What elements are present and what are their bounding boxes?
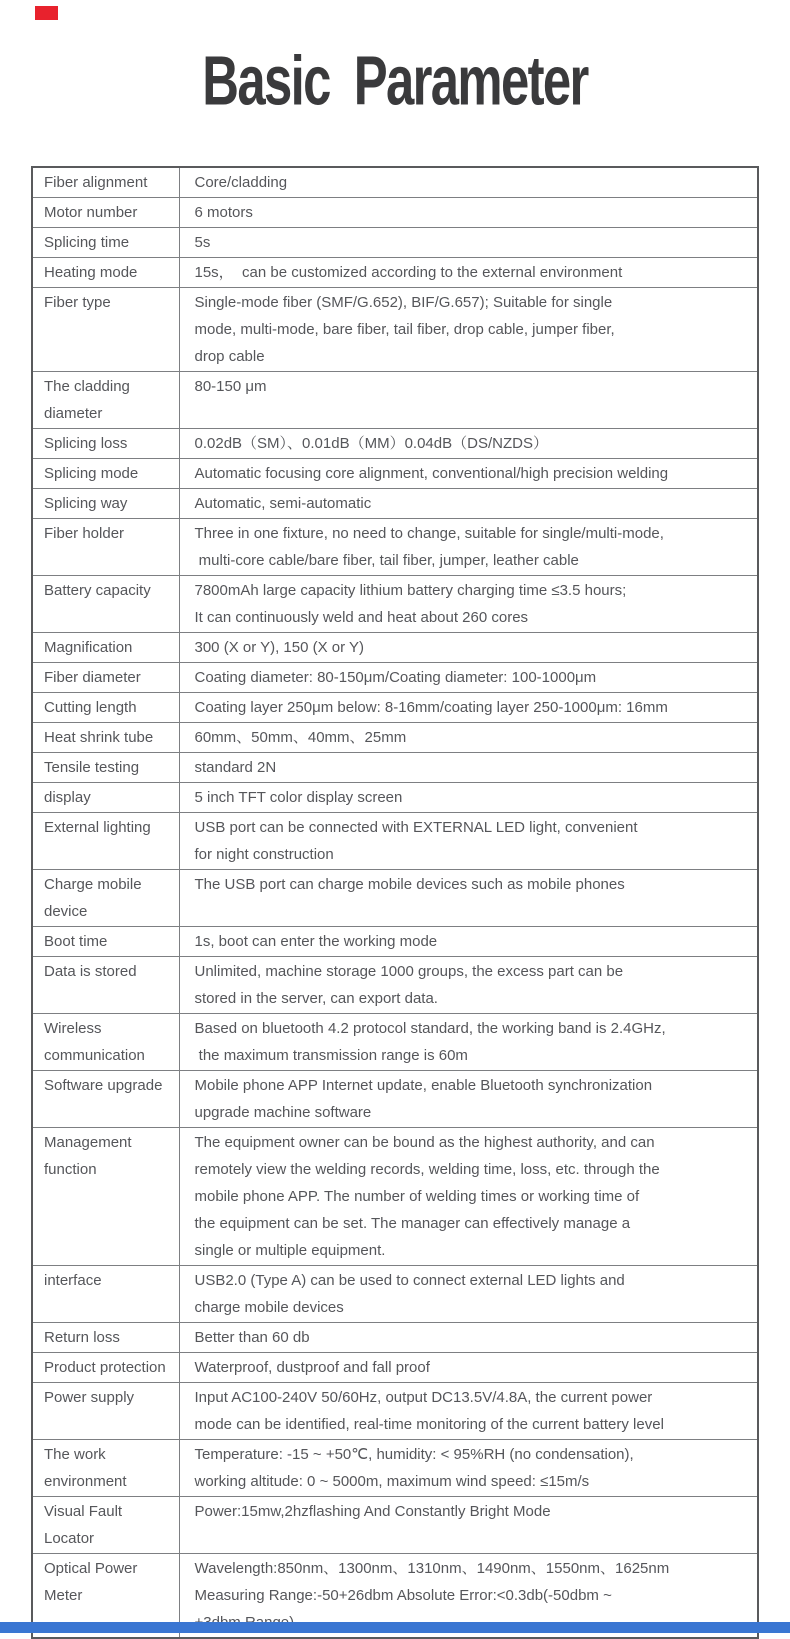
row-value-line: 0.02dB（SM）、0.01dB（MM）0.04dB（DS/NZDS） bbox=[194, 435, 548, 452]
row-value-line: Core/cladding bbox=[194, 174, 288, 191]
row-value-line: Coating layer 250μm below: 8-16mm/coating layer 250-1000μm: 16mm bbox=[194, 699, 668, 716]
row-label: Power supply bbox=[32, 1383, 179, 1440]
page-title: Basic Parameter bbox=[202, 43, 588, 121]
row-value-line: Automatic, semi-automatic bbox=[194, 495, 372, 512]
row-value-line: working altitude: 0 ~ 5000m, maximum wind speed: ≤15m/s bbox=[194, 1473, 590, 1490]
row-value bbox=[179, 576, 758, 633]
row-value-line: 5s bbox=[194, 234, 211, 251]
row-value bbox=[179, 663, 758, 693]
table-row bbox=[32, 813, 758, 870]
row-label: Tensile testing bbox=[32, 753, 179, 783]
row-label: Fiber holder bbox=[32, 519, 179, 576]
table-row bbox=[32, 228, 758, 258]
row-label: The cladding diameter bbox=[32, 372, 179, 429]
row-value-line: 15s， can be customized according to the external environment bbox=[194, 264, 623, 281]
row-value bbox=[179, 753, 758, 783]
row-value-line: 7800mAh large capacity lithium battery charging time ≤3.5 hours; bbox=[194, 582, 627, 599]
row-value bbox=[179, 1323, 758, 1353]
row-label: Optical Power Meter bbox=[32, 1554, 179, 1639]
table-row bbox=[32, 429, 758, 459]
row-value bbox=[179, 957, 758, 1014]
row-value-line: upgrade machine software bbox=[194, 1104, 372, 1121]
row-label: Battery capacity bbox=[32, 576, 179, 633]
table-row bbox=[32, 1383, 758, 1440]
row-value-line: drop cable bbox=[194, 348, 265, 365]
row-value-line: remotely view the welding records, welding time, loss, etc. through the bbox=[194, 1161, 660, 1178]
row-value bbox=[179, 1266, 758, 1323]
row-value-line: Three in one fixture, no need to change, suitable for single/multi-mode, bbox=[194, 525, 664, 542]
row-value-line: mobile phone APP. The number of welding times or working time of bbox=[194, 1188, 640, 1205]
row-value-line: USB2.0 (Type A) can be used to connect external LED lights and bbox=[194, 1272, 625, 1289]
row-value-line: stored in the server, can export data. bbox=[194, 990, 438, 1007]
table-row bbox=[32, 459, 758, 489]
row-value bbox=[179, 783, 758, 813]
row-label: Heating mode bbox=[32, 258, 179, 288]
row-value-line: charge mobile devices bbox=[194, 1299, 344, 1316]
row-value-line: Wavelength:850nm、1300nm、1310nm、1490nm、1550nm、1625nm bbox=[194, 1560, 670, 1577]
row-value bbox=[179, 870, 758, 927]
red-corner-mark bbox=[35, 6, 58, 20]
row-value-line: single or multiple equipment. bbox=[194, 1242, 386, 1259]
table-row bbox=[32, 693, 758, 723]
row-value-line: 60mm、50mm、40mm、25mm bbox=[194, 729, 407, 746]
row-label: The work environment bbox=[32, 1440, 179, 1497]
row-value-line: It can continuously weld and heat about 260 cores bbox=[194, 609, 529, 626]
row-value bbox=[179, 813, 758, 870]
row-value-line: Power:15mw,2hzflashing And Constantly Bright Mode bbox=[194, 1503, 551, 1520]
row-value-line: the equipment can be set. The manager can effectively manage a bbox=[194, 1215, 631, 1232]
row-value bbox=[179, 1128, 758, 1266]
row-value bbox=[179, 1497, 758, 1554]
row-value bbox=[179, 633, 758, 663]
row-value-line: Coating diameter: 80-150μm/Coating diameter: 100-1000μm bbox=[194, 669, 597, 686]
row-value-line: 5 inch TFT color display screen bbox=[194, 789, 403, 806]
row-value-line: Based on bluetooth 4.2 protocol standard, the working band is 2.4GHz, bbox=[194, 1020, 666, 1037]
footer-accent-bar bbox=[0, 1622, 790, 1633]
row-value-line: the maximum transmission range is 60m bbox=[194, 1047, 468, 1064]
row-label: Splicing loss bbox=[32, 429, 179, 459]
row-label: Heat shrink tube bbox=[32, 723, 179, 753]
row-value-line: Temperature: -15 ~ +50℃, humidity: < 95%RH (no condensation), bbox=[194, 1446, 634, 1463]
row-value-line: mode, multi-mode, bare fiber, tail fiber, drop cable, jumper fiber, bbox=[194, 321, 615, 338]
row-value-line: 1s, boot can enter the working mode bbox=[194, 933, 438, 950]
row-label: Software upgrade bbox=[32, 1071, 179, 1128]
table-row bbox=[32, 258, 758, 288]
row-value bbox=[179, 372, 758, 429]
row-label: display bbox=[32, 783, 179, 813]
row-value bbox=[179, 693, 758, 723]
table-row bbox=[32, 372, 758, 429]
table-row bbox=[32, 1440, 758, 1497]
table-row bbox=[32, 753, 758, 783]
row-value bbox=[179, 489, 758, 519]
table-row bbox=[32, 489, 758, 519]
row-label: Boot time bbox=[32, 927, 179, 957]
row-value bbox=[179, 1353, 758, 1383]
table-row bbox=[32, 167, 758, 198]
row-value bbox=[179, 927, 758, 957]
row-label: Fiber diameter bbox=[32, 663, 179, 693]
row-value-line: Waterproof, dustproof and fall proof bbox=[194, 1359, 430, 1376]
row-value bbox=[179, 429, 758, 459]
table-row bbox=[32, 1014, 758, 1071]
row-label: Management function bbox=[32, 1128, 179, 1266]
row-value-line: for night construction bbox=[194, 846, 334, 863]
row-value bbox=[179, 723, 758, 753]
row-label: Splicing mode bbox=[32, 459, 179, 489]
row-value bbox=[179, 1383, 758, 1440]
row-value bbox=[179, 198, 758, 228]
row-value-line: Single-mode fiber (SMF/G.652), BIF/G.657); Suitable for single bbox=[194, 294, 613, 311]
row-value bbox=[179, 1071, 758, 1128]
row-label: Splicing time bbox=[32, 228, 179, 258]
row-label: Product protection bbox=[32, 1353, 179, 1383]
row-value-line: Mobile phone APP Internet update, enable Bluetooth synchronization bbox=[194, 1077, 653, 1094]
row-value-line: Measuring Range:-50+26dbm Absolute Error:<0.3db(-50dbm ~ bbox=[194, 1587, 612, 1604]
table-row bbox=[32, 1128, 758, 1266]
table-row bbox=[32, 870, 758, 927]
row-value-line: Automatic focusing core alignment, conventional/high precision welding bbox=[194, 465, 669, 482]
row-label: Fiber alignment bbox=[32, 167, 179, 198]
table-row bbox=[32, 1071, 758, 1128]
row-value-line: 300 (X or Y), 150 (X or Y) bbox=[194, 639, 365, 656]
row-value bbox=[179, 1440, 758, 1497]
row-value bbox=[179, 228, 758, 258]
row-label: Motor number bbox=[32, 198, 179, 228]
row-label: interface bbox=[32, 1266, 179, 1323]
table-row bbox=[32, 1323, 758, 1353]
table-row bbox=[32, 633, 758, 663]
basic-parameter-table bbox=[31, 166, 759, 1639]
row-value-line: The equipment owner can be bound as the highest authority, and can bbox=[194, 1134, 655, 1151]
row-value-line: 80-150 μm bbox=[194, 378, 267, 395]
table-row bbox=[32, 576, 758, 633]
row-label: External lighting bbox=[32, 813, 179, 870]
table-row bbox=[32, 1353, 758, 1383]
row-label: Data is stored bbox=[32, 957, 179, 1014]
row-value-line: The USB port can charge mobile devices such as mobile phones bbox=[194, 876, 625, 893]
row-value bbox=[179, 167, 758, 198]
row-label: Fiber type bbox=[32, 288, 179, 372]
row-value bbox=[179, 1014, 758, 1071]
table-row bbox=[32, 663, 758, 693]
row-label: Charge mobile device bbox=[32, 870, 179, 927]
row-value-line: mode can be identified, real-time monitoring of the current battery level bbox=[194, 1416, 664, 1433]
row-value-line: Better than 60 db bbox=[194, 1329, 310, 1346]
row-value bbox=[179, 288, 758, 372]
table-row bbox=[32, 723, 758, 753]
table-row bbox=[32, 1497, 758, 1554]
table-row bbox=[32, 198, 758, 228]
table-row bbox=[32, 927, 758, 957]
row-label: Cutting length bbox=[32, 693, 179, 723]
row-value-line: Unlimited, machine storage 1000 groups, the excess part can be bbox=[194, 963, 624, 980]
table-row bbox=[32, 288, 758, 372]
row-label: Magnification bbox=[32, 633, 179, 663]
row-label: Visual Fault Locator bbox=[32, 1497, 179, 1554]
table-row bbox=[32, 1266, 758, 1323]
table-row bbox=[32, 783, 758, 813]
row-value-line: standard 2N bbox=[194, 759, 277, 776]
row-value bbox=[179, 258, 758, 288]
row-value-line: USB port can be connected with EXTERNAL LED light, convenient bbox=[194, 819, 638, 836]
table-row bbox=[32, 519, 758, 576]
row-label: Splicing way bbox=[32, 489, 179, 519]
row-value-line: multi-core cable/bare fiber, tail fiber, jumper, leather cable bbox=[194, 552, 579, 569]
row-label: Return loss bbox=[32, 1323, 179, 1353]
row-value bbox=[179, 459, 758, 489]
row-value-line: Input AC100-240V 50/60Hz, output DC13.5V/4.8A, the current power bbox=[194, 1389, 653, 1406]
row-value-line: 6 motors bbox=[194, 204, 253, 221]
table-row bbox=[32, 957, 758, 1014]
row-label: Wireless communication bbox=[32, 1014, 179, 1071]
row-value bbox=[179, 519, 758, 576]
